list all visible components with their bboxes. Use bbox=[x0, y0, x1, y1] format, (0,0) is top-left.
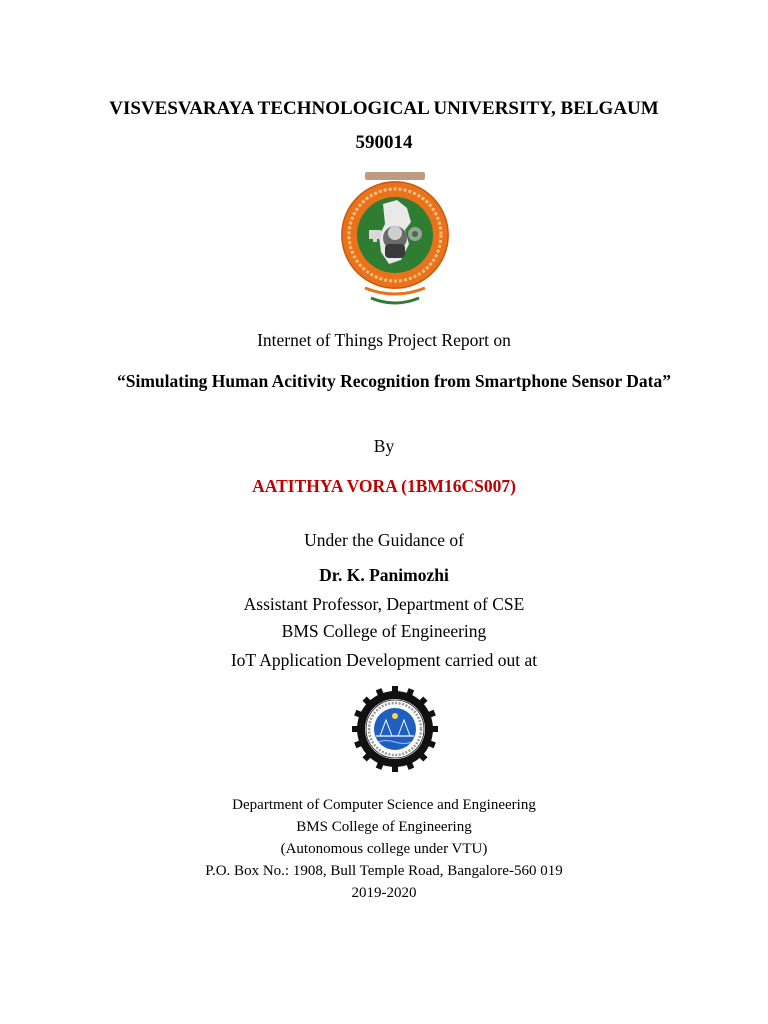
by-label: By bbox=[373, 436, 395, 456]
bms-gear-seal-icon bbox=[352, 686, 438, 772]
address-department: Department of Computer Science and Engineering bbox=[232, 797, 536, 813]
guide-college: BMS College of Engineering bbox=[281, 621, 487, 641]
report-title: “Simulating Human Acitivity Recognition from Smartphone Sensor Data” bbox=[116, 371, 672, 391]
author-name: AATITHYA VORA (1BM16CS007) bbox=[252, 476, 516, 496]
address-college: BMS College of Engineering bbox=[296, 819, 472, 835]
vtu-seal-icon bbox=[335, 160, 455, 310]
guide-name: Dr. K. Panimozhi bbox=[319, 565, 449, 585]
guide-designation: Assistant Professor, Department of CSE bbox=[243, 594, 525, 614]
address-status: (Autonomous college under VTU) bbox=[280, 841, 488, 857]
address-postal: P.O. Box No.: 1908, Bull Temple Road, Bangalore-560 019 bbox=[205, 863, 563, 879]
report-subtitle: Internet of Things Project Report on bbox=[257, 330, 511, 350]
carried-out-label: IoT Application Development carried out at bbox=[230, 650, 538, 670]
university-name: VISVESVARAYA TECHNOLOGICAL UNIVERSITY, BELGAUM bbox=[109, 98, 659, 119]
academic-year: 2019-2020 bbox=[351, 885, 417, 901]
university-pincode: 590014 bbox=[355, 132, 413, 153]
guidance-label: Under the Guidance of bbox=[304, 530, 464, 550]
university-heading bbox=[0, 92, 768, 160]
